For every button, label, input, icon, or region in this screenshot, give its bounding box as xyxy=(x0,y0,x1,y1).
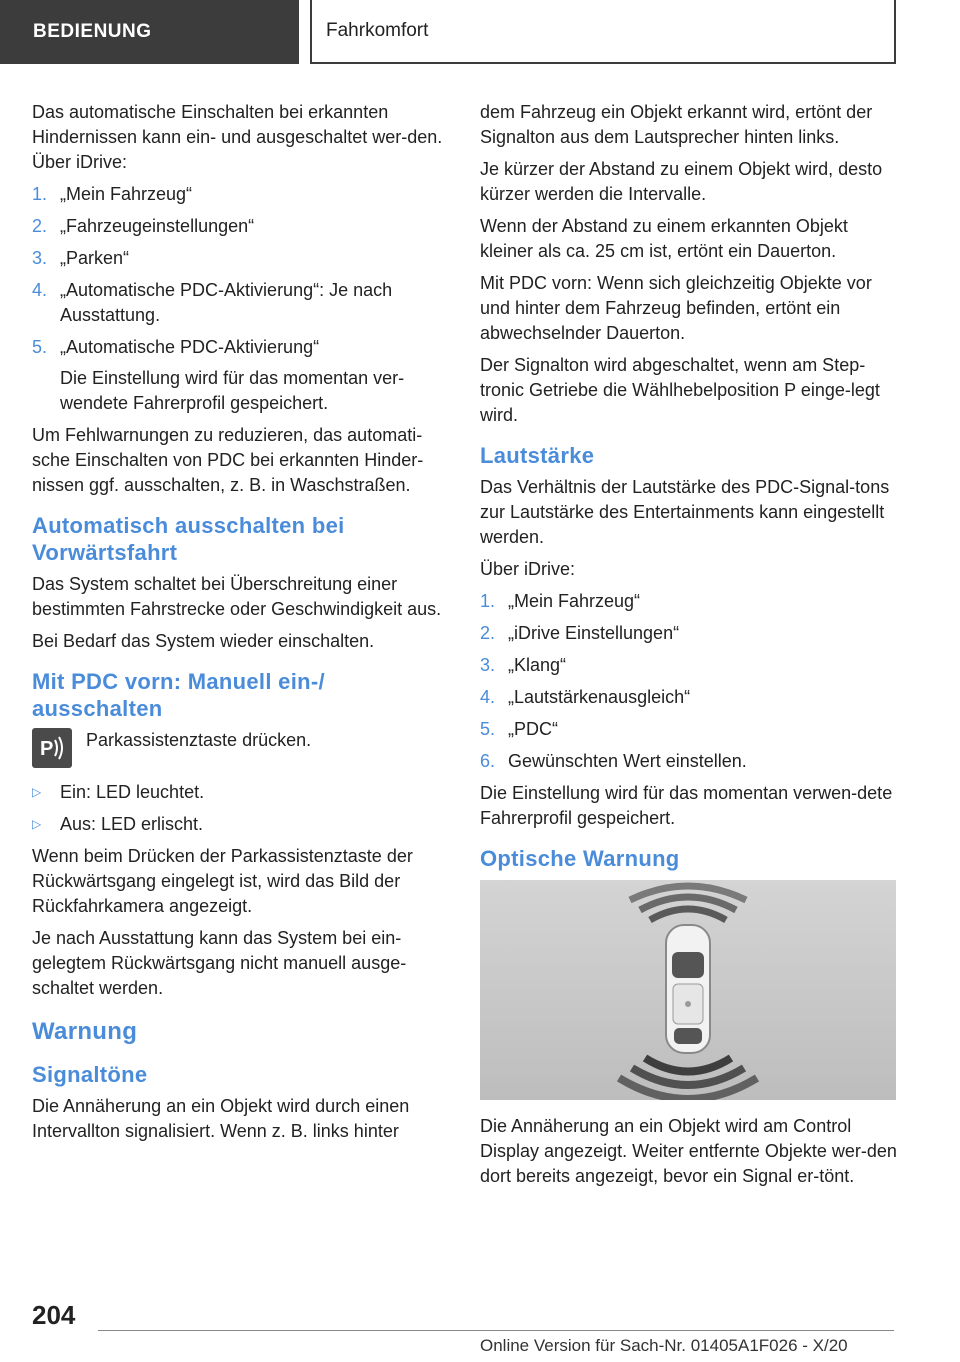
triangle-bullet-icon: ▷ xyxy=(32,785,42,799)
led-status-list xyxy=(32,780,448,837)
footer-online-version: Online Version für Sach-Nr. 01405A1F026 - X/20 xyxy=(480,1336,848,1355)
pdc-front-paragraph: Mit PDC vorn: Wenn sich gleichzeitig Objekte vor und hinter dem Fahrzeug befinden, ertönt ein abwechselnder Dauerton. xyxy=(480,273,872,343)
heading-warnung: Warnung xyxy=(32,1018,138,1045)
dauerton-paragraph: Wenn der Abstand zu einem erkannten Objekt kleiner als ca. 25 cm ist, ertönt ein Dauerton. xyxy=(480,216,848,261)
parking-assist-button-icon xyxy=(32,728,72,768)
step-text-block xyxy=(60,335,448,416)
step-number: 3. xyxy=(32,248,48,268)
step-number: 2. xyxy=(480,623,496,643)
step-number: 1. xyxy=(32,184,48,204)
intro-paragraph: Das automatische Einschalten bei erkannten Hindernissen kann ein- und ausgeschaltet wer-den. Über iDrive: xyxy=(32,102,443,172)
step-text: „Parken“ xyxy=(60,248,130,268)
svg-text:P: P xyxy=(40,738,54,760)
heading-signaltoene: Signaltöne xyxy=(32,1062,148,1087)
bullet-text: Aus: LED erlischt. xyxy=(60,814,204,834)
list-item xyxy=(32,182,448,207)
step-text: „Klang“ xyxy=(508,655,567,675)
step-number: 5. xyxy=(32,337,48,357)
list-item xyxy=(32,278,448,328)
step-text: Gewünschten Wert einstellen. xyxy=(508,751,747,771)
list-item xyxy=(480,653,898,678)
step-number: 3. xyxy=(480,655,496,675)
button-instruction xyxy=(32,728,448,768)
bullet-text: Ein: LED leuchtet. xyxy=(60,782,205,802)
idrive-steps-list xyxy=(32,182,448,416)
step-text: „iDrive Einstellungen“ xyxy=(508,623,680,643)
signal-continued-paragraph: dem Fahrzeug ein Objekt erkannt wird, ertönt der Signalton aus dem Lautsprecher hinten links. xyxy=(480,102,873,147)
volume-steps-list xyxy=(480,589,898,774)
signal-off-paragraph: Der Signalton wird abgeschaltet, wenn am Step-tronic Getriebe die Wählhebelposition P einge-legt wird. xyxy=(480,355,880,425)
step-subtext: Die Einstellung wird für das momentan ver-wendete Fahrerprofil gespeichert. xyxy=(60,368,405,413)
step-text: „Mein Fahrzeug“ xyxy=(60,184,193,204)
idrive-paragraph: Über iDrive: xyxy=(480,559,576,579)
auto-off-paragraph: Das System schaltet bei Überschreitung einer bestimmten Fahrstrecke oder Geschwindigkeit aus. xyxy=(32,574,442,619)
heading-manual: Mit PDC vorn: Manuell ein-/ ausschalten xyxy=(32,669,325,721)
page-number: 204 xyxy=(32,1300,76,1330)
step-number: 4. xyxy=(480,687,496,707)
car-top-view-icon xyxy=(666,925,710,1053)
list-item xyxy=(480,749,898,774)
step-number: 5. xyxy=(480,719,496,739)
auto-on-paragraph: Bei Bedarf das System wieder einschalten. xyxy=(32,631,375,651)
footer-divider xyxy=(98,1330,894,1331)
heading-optische-warnung: Optische Warnung xyxy=(480,846,680,871)
heading-lautstaerke: Lautstärke xyxy=(480,443,595,468)
step-number: 2. xyxy=(32,216,48,236)
step-text: „Fahrzeugeinstellungen“ xyxy=(60,216,255,236)
list-item xyxy=(480,621,898,646)
optical-warning-paragraph: Die Annäherung an ein Objekt wird am Control Display angezeigt. Weiter entfernte Objekte wer-den dort bereits angezeigt, bevor ein Signal er-tönt. xyxy=(480,1116,897,1186)
list-item xyxy=(480,685,898,710)
step-text: „Mein Fahrzeug“ xyxy=(508,591,641,611)
fehlwarnungen-paragraph: Um Fehlwarnungen zu reduzieren, das automati-sche Einschalten von PDC bei erkannten Hinder-nissen ggf. ausschalten, z. B. in Waschstraßen. xyxy=(32,425,424,495)
volume-paragraph: Das Verhältnis der Lautstärke des PDC-Signal-tons zur Lautstärke des Entertainments kann eingestellt werden. xyxy=(480,477,890,547)
left-column xyxy=(32,100,448,1151)
button-instruction-text: Parkassistenztaste drücken. xyxy=(86,730,312,750)
step-text: „Automatische PDC-Aktivierung“ xyxy=(60,337,320,357)
list-item xyxy=(480,589,898,614)
step-number: 4. xyxy=(32,280,48,300)
list-item xyxy=(32,812,448,837)
list-item xyxy=(32,335,448,416)
signal-paragraph: Die Annäherung an ein Objekt wird durch einen Intervallton signalisiert. Wenn z. B. links hinter xyxy=(32,1096,410,1141)
rueckwaerts-paragraph: Wenn beim Drücken der Parkassistenztaste der Rückwärtsgang eingelegt ist, wird das Bild der Rückfahrkamera angezeigt. xyxy=(32,846,413,916)
header-section: BEDIENUNG xyxy=(0,0,299,64)
ausstattung-paragraph: Je nach Ausstattung kann das System bei ein-gelegtem Rückwärtsgang nicht manuell ausge-schaltet werden. xyxy=(32,928,407,998)
header-chapter: Fahrkomfort xyxy=(310,0,896,64)
interval-paragraph: Je kürzer der Abstand zu einem Objekt wird, desto kürzer werden die Intervalle. xyxy=(480,159,883,204)
step-text: „Lautstärkenausgleich“ xyxy=(508,687,691,707)
step-text: „PDC“ xyxy=(508,719,558,739)
step-number: 6. xyxy=(480,751,496,771)
list-item xyxy=(32,780,448,805)
list-item xyxy=(32,246,448,271)
profile-paragraph: Die Einstellung wird für das momentan verwen-dete Fahrerprofil gespeichert. xyxy=(480,783,893,828)
right-column xyxy=(480,100,898,1196)
list-item xyxy=(32,214,448,239)
list-item xyxy=(480,717,898,742)
step-text: „Automatische PDC-Aktivierung“: Je nach Ausstattung. xyxy=(60,280,393,325)
heading-auto-off: Automatisch ausschalten bei Vorwärtsfahrt xyxy=(32,513,345,565)
triangle-bullet-icon: ▷ xyxy=(32,817,42,831)
pdc-display-illustration xyxy=(480,880,896,1100)
step-number: 1. xyxy=(480,591,496,611)
